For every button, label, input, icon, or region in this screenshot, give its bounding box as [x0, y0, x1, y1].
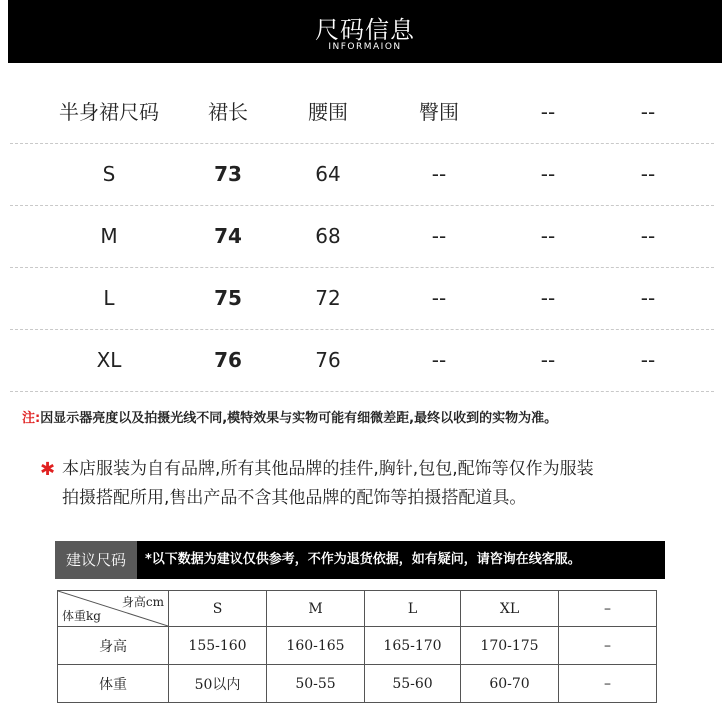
recommend-size-table [57, 590, 657, 703]
size-cell: XL [96, 348, 122, 372]
table-row [58, 627, 657, 665]
header-cell: 半身裙尺码 [59, 100, 159, 124]
size-table [10, 82, 714, 392]
value-cell: -- [540, 224, 556, 248]
table-header-row [58, 591, 657, 627]
value-cell: -- [431, 348, 447, 372]
size-cell: S [102, 162, 116, 186]
value-cell: 74 [214, 224, 242, 248]
banner-title: 尺码信息 [315, 16, 415, 44]
column-header: XL [461, 591, 559, 627]
note-text: 因显示器亮度以及拍摄光线不同,模特效果与实物可能有细微差距,最终以收到的实物为准。 [40, 411, 558, 426]
value-cell: -- [540, 286, 556, 310]
column-header: – [559, 591, 657, 627]
asterisk-icon: ✱ [40, 459, 56, 480]
note-prefix: 注: [22, 411, 41, 426]
size-cell: L [103, 286, 115, 310]
corner-cell [58, 591, 169, 627]
banner-subtitle: INFORMAION [328, 42, 402, 52]
recommend-size-note: *以下数据为建议仅供参考，不作为退货依据，如有疑问，请咨询在线客服。 [145, 552, 581, 567]
header-cell: -- [540, 100, 556, 124]
value-cell: – [559, 665, 657, 703]
corner-top-label: 身高cm [121, 595, 164, 609]
value-cell: 76 [315, 348, 341, 372]
table-row [10, 144, 714, 206]
value-cell: 155-160 [169, 627, 267, 665]
header-cell: 臀围 [419, 100, 459, 124]
value-cell: -- [640, 162, 656, 186]
value-cell: 60-70 [461, 665, 559, 703]
value-cell: 165-170 [365, 627, 461, 665]
row-label: 体重 [58, 665, 169, 703]
table-row [10, 330, 714, 392]
value-cell: -- [540, 348, 556, 372]
header-cell: 裙长 [208, 100, 248, 124]
table-row [58, 665, 657, 703]
value-cell: 76 [214, 348, 242, 372]
value-cell: 50-55 [267, 665, 365, 703]
display-disclaimer [22, 407, 722, 426]
value-cell: -- [431, 224, 447, 248]
value-cell: -- [431, 162, 447, 186]
value-cell: – [559, 627, 657, 665]
brand-disclaimer-line: 本店服装为自有品牌,所有其他品牌的挂件,胸针,包包,配饰等仅作为服装 [62, 459, 594, 479]
value-cell: -- [431, 286, 447, 310]
row-label: 身高 [58, 627, 169, 665]
value-cell: 55-60 [365, 665, 461, 703]
header-cell: -- [640, 100, 656, 124]
value-cell: 73 [214, 162, 242, 186]
value-cell: 72 [315, 286, 341, 310]
column-header: S [169, 591, 267, 627]
brand-disclaimer-line: 拍摄搭配所用,售出产品不含其他品牌的配饰等拍摄搭配道具。 [62, 488, 527, 508]
recommend-size-label: 建议尺码 [55, 541, 137, 579]
size-table-header-row [10, 82, 714, 144]
value-cell: 75 [214, 286, 242, 310]
header-banner [8, 0, 722, 63]
corner-bottom-label: 体重kg [62, 609, 101, 623]
table-row [10, 206, 714, 268]
value-cell: -- [640, 348, 656, 372]
value-cell: -- [640, 286, 656, 310]
value-cell: -- [540, 162, 556, 186]
value-cell: 50以内 [169, 665, 267, 703]
table-row [10, 268, 714, 330]
value-cell: 160-165 [267, 627, 365, 665]
value-cell: 64 [315, 162, 341, 186]
column-header: M [267, 591, 365, 627]
value-cell: 170-175 [461, 627, 559, 665]
column-header: L [365, 591, 461, 627]
value-cell: -- [640, 224, 656, 248]
header-cell: 腰围 [308, 100, 348, 124]
value-cell: 68 [315, 224, 341, 248]
size-cell: M [100, 224, 118, 248]
recommend-size-bar [55, 541, 665, 579]
